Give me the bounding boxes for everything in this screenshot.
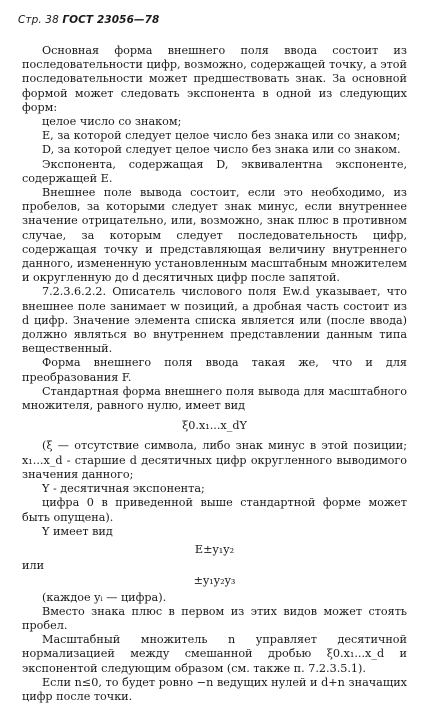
formula-standard-form: ξ0.x₁...x_dY bbox=[182, 419, 247, 433]
paragraph: Экспонента, содержащая D, эквивалентна экспоненте, содержащей E. bbox=[22, 157, 407, 185]
paragraph: Вместо знака плюс в первом из этих видов может стоять пробел. bbox=[22, 604, 407, 632]
standard-code: ГОСТ 23056—78 bbox=[62, 14, 160, 26]
body-text bbox=[22, 44, 407, 704]
paragraph: (каждое yᵢ — цифра). bbox=[42, 590, 167, 604]
paragraph: Форма внешнего поля ввода такая же, что и для преобразования F. bbox=[22, 356, 407, 384]
page-header bbox=[18, 13, 159, 27]
page-number: Стр. 38 bbox=[18, 14, 59, 26]
paragraph: Y имеет вид bbox=[42, 524, 113, 538]
paragraph: целое число со знаком; bbox=[42, 115, 182, 129]
paragraph: Стандартная форма внешнего поля вывода для масштабного множителя, равного нулю, имеет вид bbox=[22, 384, 407, 413]
paragraph: Y - десятичная экспонента; bbox=[42, 482, 205, 496]
conjunction-or: или bbox=[22, 559, 45, 573]
formula-exponent-e: E±y₁y₂ bbox=[194, 542, 235, 556]
formula-exponent-sign: ±y₁y₂y₃ bbox=[193, 574, 236, 588]
paragraph: (ξ — отсутствие символа, либо знак минус в этой позиции; x₁...x_d - старшие d десятичных цифр округленного выводимого значения данного; bbox=[22, 439, 407, 481]
paragraph: 7.2.3.6.2.2. Описатель числового поля Ew.d указывает, что внешнее поле занимает w позиций, а дробная часть состоит из d цифр. Значение элемента списка является или (после ввода) должно являться во внутреннем представлении данным типа вещественный. bbox=[22, 285, 407, 356]
paragraph: D, за которой следует целое число без знака или со знаком. bbox=[42, 143, 401, 157]
paragraph: Масштабный множитель n управляет десятичной нормализацией между смешанной дробью ξ0.x₁...x_d и экспонентой следующим образом (см. также п. 7.2.3.5.1). bbox=[22, 633, 407, 675]
paragraph: Если n≤0, то будет ровно −n ведущих нулей и d+n значащих цифр после точки. bbox=[22, 675, 407, 703]
paragraph: E, за которой следует целое число без знака или со знаком; bbox=[42, 129, 401, 143]
paragraph: цифра 0 в приведенной выше стандартной форме может быть опущена). bbox=[22, 496, 407, 524]
paragraph: Основная форма внешнего поля ввода состоит из последовательности цифр, возможно, содержащей точку, а этой последовательности может предшествовать знак. За основной формой может следовать экспонента в одной из следующих форм: bbox=[22, 44, 407, 114]
paragraph: Внешнее поле вывода состоит, если это необходимо, из пробелов, за которыми следует знак минус, если внутреннее значение отрицательно, или, возможно, знак плюс в противном случае, за которым следует последовательность цифр, содержащая точку и представляющая величину внутреннего данного, измененную установленным масштабным множителем и округленную до d десятичных цифр после запятой. bbox=[22, 186, 407, 285]
